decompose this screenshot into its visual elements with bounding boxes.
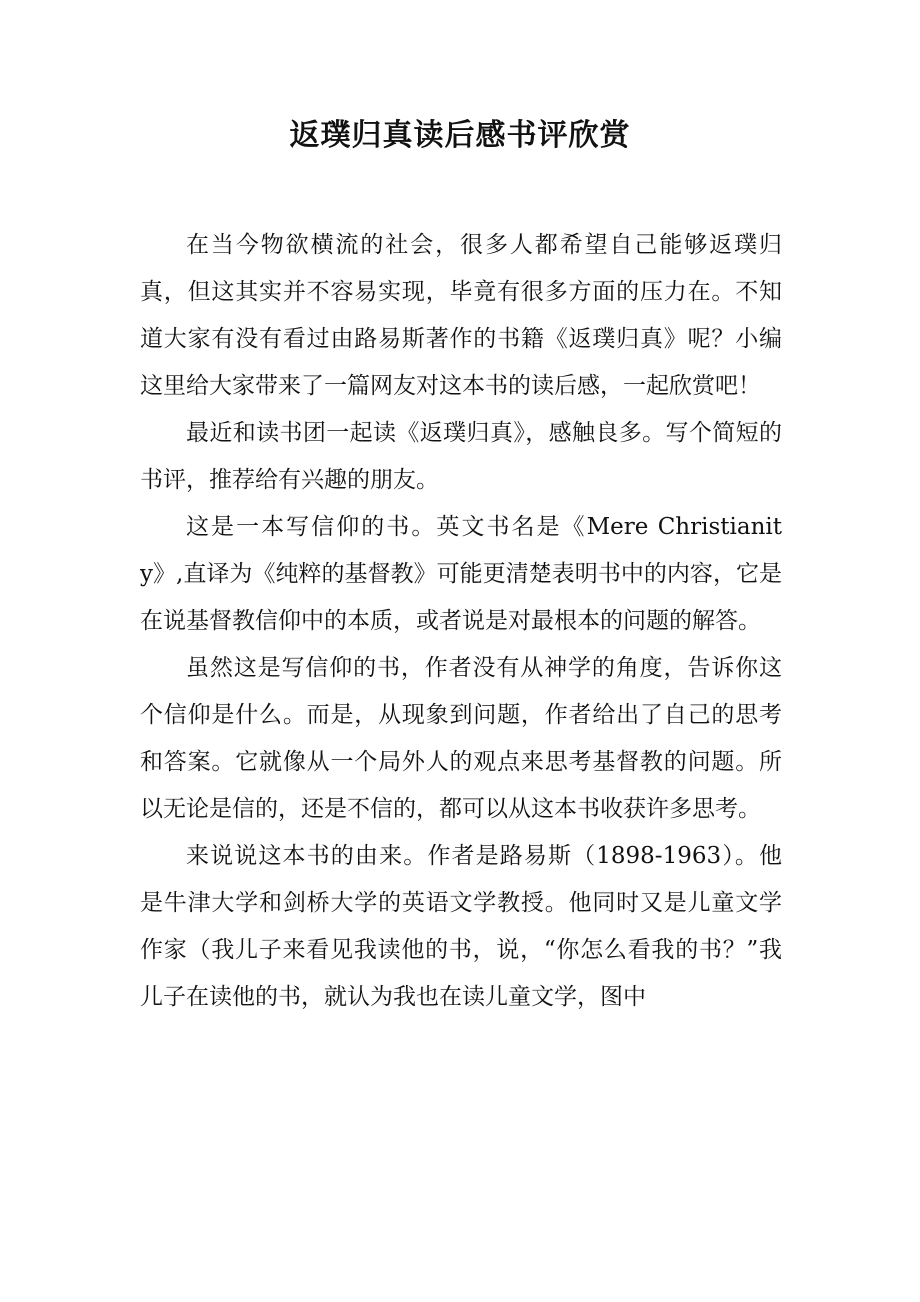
paragraph-author: 来说说这本书的由来。作者是路易斯（1898-1963）。他是牛津大学和剑桥大学的英语文学教授。他同时又是儿童文学作家（我儿子来看见我读他的书，说，“你怎么看我的书？”我儿子在读他的书，就认为我也在读儿童文学，图中 (140, 843, 782, 1010)
paragraph-reading-group: 最近和读书团一起读《返璞归真》，感触良多。写个简短的书评，推荐给有兴趣的朋友。 (140, 420, 782, 493)
paragraph-book-title: 这是一本写信仰的书。英文书名是《Mere Christianity》,直译为《纯粹的基督教》可能更清楚表明书中的内容，它是在说基督教信仰中的本质，或者说是对最根本的问题的解答。 (140, 514, 782, 634)
document-body (140, 222, 782, 1021)
paragraph-intro: 在当今物欲横流的社会，很多人都希望自己能够返璞归真，但这其实并不容易实现，毕竟有很多方面的压力在。不知道大家有没有看过由路易斯著作的书籍《返璞归真》呢？小编这里给大家带来了一篇网友对这本书的读后感，一起欣赏吧！ (140, 232, 782, 399)
document-title: 返璞归真读后感书评欣赏 (289, 118, 631, 153)
paragraph-perspective: 虽然这是写信仰的书，作者没有从神学的角度，告诉你这个信仰是什么。而是，从现象到问题，作者给出了自己的思考和答案。它就像从一个局外人的观点来思考基督教的问题。所以无论是信的，还是不信的，都可以从这本书收获许多思考。 (140, 655, 782, 822)
